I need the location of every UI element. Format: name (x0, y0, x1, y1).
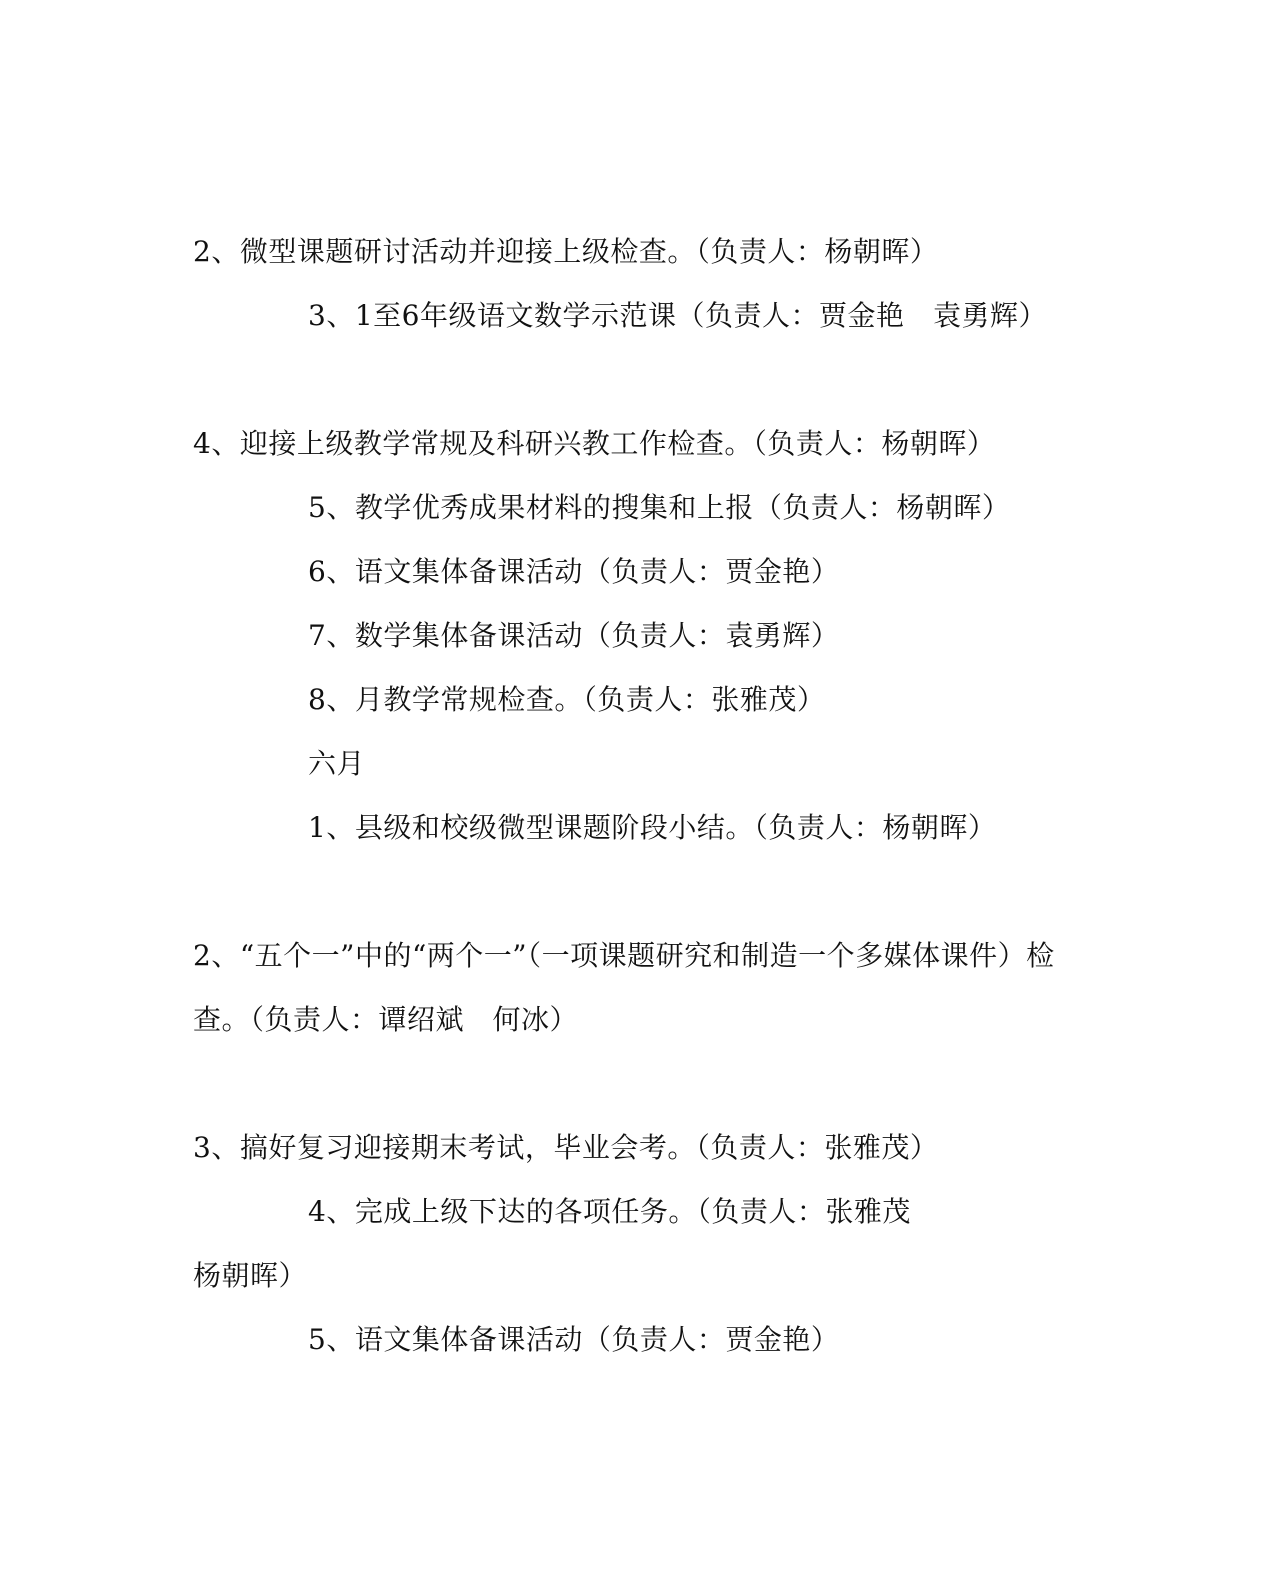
task-may-4: 4、迎接上级教学常规及科研兴教工作检查。（负责人：杨朝晖） (193, 427, 996, 460)
task-may-8: 8、月教学常规检查。（负责人：张雅茂） (308, 683, 826, 716)
section-heading-june: 六月 (308, 747, 366, 780)
task-june-3: 3、搞好复习迎接期末考试，毕业会考。（负责人：张雅茂） (193, 1131, 939, 1164)
task-may-3: 3、1至6年级语文数学示范课（负责人：贾金艳 袁勇辉） (308, 299, 1047, 332)
task-may-6: 6、语文集体备课活动（负责人：贾金艳） (308, 555, 840, 588)
task-june-2-continued: 查。（负责人：谭绍斌 何冰） (193, 1003, 579, 1036)
task-june-1: 1、县级和校级微型课题阶段小结。（负责人：杨朝晖） (308, 811, 997, 844)
task-may-5: 5、教学优秀成果材料的搜集和上报（负责人：杨朝晖） (308, 491, 1011, 524)
task-june-4: 4、完成上级下达的各项任务。（负责人：张雅茂 (308, 1195, 911, 1228)
task-june-4-continued: 杨朝晖） (193, 1259, 308, 1292)
task-june-2: 2、“五个一”中的“两个一”（一项课题研究和制造一个多媒体课件）检 (193, 939, 1055, 972)
task-may-2: 2、微型课题研讨活动并迎接上级检查。（负责人：杨朝晖） (193, 235, 939, 268)
task-june-5: 5、语文集体备课活动（负责人：贾金艳） (308, 1323, 840, 1356)
task-may-7: 7、数学集体备课活动（负责人：袁勇辉） (308, 619, 840, 652)
